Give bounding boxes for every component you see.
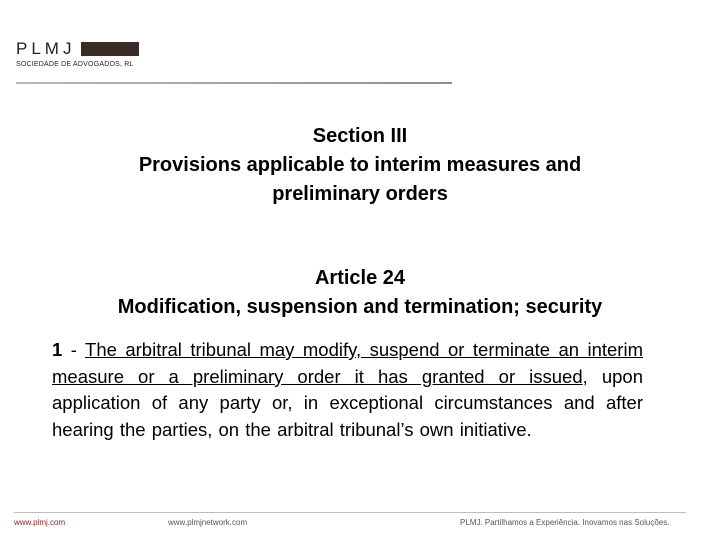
footer-link-network[interactable]: www.plmjnetwork.com bbox=[168, 518, 248, 527]
article-title: Article 24 bbox=[314, 267, 406, 289]
paragraph-number: 1 bbox=[52, 339, 63, 360]
paragraph-separator: - bbox=[62, 339, 86, 360]
footer-divider bbox=[14, 512, 686, 513]
article-subtitle: Modification, suspension and termination; security bbox=[117, 296, 603, 318]
logo-subtitle: SOCIEDADE DE ADVOGADOS, RL bbox=[16, 61, 134, 68]
section-heading bbox=[40, 122, 680, 209]
logo-bar bbox=[81, 42, 139, 56]
paragraph-underlined-text: The arbitral tribunal may modify, suspend or terminate an interim measure or a preliminary order it has granted or issued bbox=[52, 339, 643, 387]
article-heading bbox=[40, 264, 680, 322]
footer-tagline: PLMJ. Partilhamos a Experiência. Inovamos nas Soluções. bbox=[460, 518, 670, 527]
paragraph-text: , upon application of any party or, in exceptional circumstances and after hearing the parties, on the arbitral tribunal’s own initiative. bbox=[52, 365, 643, 440]
logo-wordmark: PLMJ bbox=[16, 39, 76, 58]
header-divider bbox=[16, 82, 452, 84]
section-subtitle-line2: preliminary orders bbox=[272, 183, 448, 205]
plmj-logo bbox=[16, 38, 156, 78]
section-title: Section III bbox=[312, 125, 408, 147]
section-subtitle-line1: Provisions applicable to interim measures and bbox=[138, 154, 582, 176]
article-paragraph bbox=[52, 337, 643, 443]
footer-link-plmj[interactable]: www.plmj.com bbox=[14, 518, 66, 527]
